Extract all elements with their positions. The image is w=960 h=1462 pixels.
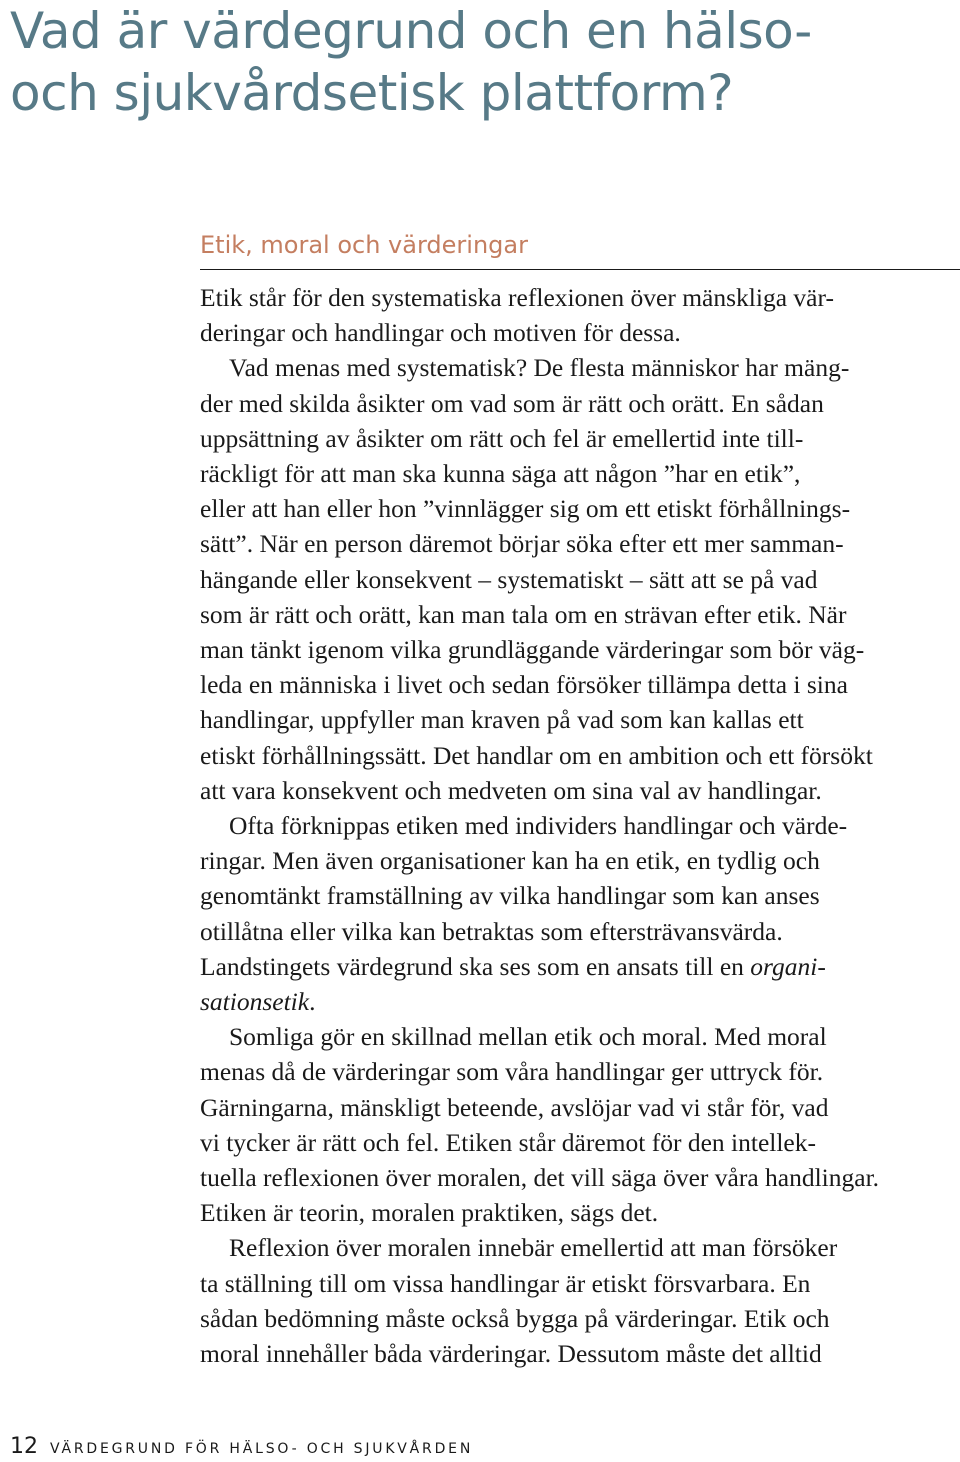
text-line: ringar. Men även organisationer kan ha en etik, en tydlig och <box>200 846 820 876</box>
text-line: der med skilda åsikter om vad som är rätt och orätt. En sådan <box>200 388 824 418</box>
text-line: otillåtna eller vilka kan betraktas som eftersträvansvärda. <box>200 916 783 946</box>
text-line <box>200 984 960 1019</box>
text-line: sätt”. När en person däremot börjar söka efter ett mer samman- <box>200 529 844 559</box>
text-line: genomtänkt framställning av vilka handlingar som kan anses <box>200 881 820 911</box>
emphasized-term: organi- <box>750 951 826 981</box>
text-line: hängande eller konsekvent – systematiskt – sätt att se på vad <box>200 564 818 594</box>
running-title: VÄRDEGRUND FÖR HÄLSO- OCH SJUKVÅRDEN <box>50 1441 474 1457</box>
page-title <box>10 0 940 124</box>
emphasized-term: sationsetik <box>200 987 310 1017</box>
text-line: handlingar, uppfyller man kraven på vad som kan kallas ett <box>200 705 804 735</box>
text-line <box>200 949 960 984</box>
text-line: sådan bedömning måste också bygga på värderingar. Etik och <box>200 1303 830 1333</box>
body-text <box>200 280 960 1371</box>
text-line: menas då de värderingar som våra handlingar ger uttryck för. <box>200 1057 824 1087</box>
text-line: Ofta förknippas etiken med individers handlingar och värde- <box>229 811 848 841</box>
text-line: eller att han eller hon ”vinnlägger sig om ett etiskt förhållnings- <box>200 494 851 524</box>
text-run: . <box>309 987 316 1017</box>
text-line: etiskt förhållningssätt. Det handlar om en ambition och ett försökt <box>200 740 873 770</box>
text-line: deringar och handlingar och motiven för dessa. <box>200 318 681 348</box>
text-line: att vara konsekvent och medveten om sina val av handlingar. <box>200 775 822 805</box>
text-line: moral innehåller båda värderingar. Dessutom måste det alltid <box>200 1339 822 1369</box>
text-line: vi tycker är rätt och fel. Etiken står däremot för den intellek- <box>200 1127 816 1157</box>
page-title-line: Vad är värdegrund och en hälso- <box>10 2 812 60</box>
text-line: Gärningarna, mänskligt beteende, avslöjar vad vi står för, vad <box>200 1092 829 1122</box>
text-line: man tänkt igenom vilka grundläggande värderingar som bör väg- <box>200 635 865 665</box>
text-line: Etik står för den systematiska reflexionen över mänskliga vär- <box>200 283 834 312</box>
text-line: Vad menas med systematisk? De flesta människor har mäng- <box>229 353 850 383</box>
text-run: Landstingets värdegrund ska ses som en ansats till en <box>200 951 751 981</box>
heading-divider <box>200 269 960 270</box>
section-heading: Etik, moral och värderingar <box>200 231 528 259</box>
page-number: 12 <box>10 1434 38 1459</box>
text-line: Reflexion över moralen innebär emellertid att man försöker <box>229 1233 838 1263</box>
text-line: uppsättning av åsikter om rätt och fel är emellertid inte till- <box>200 423 804 453</box>
text-line: Somliga gör en skillnad mellan etik och moral. Med moral <box>229 1022 827 1052</box>
text-line: räckligt för att man ska kunna säga att någon ”har en etik”, <box>200 459 801 489</box>
text-line: ta ställning till om vissa handlingar är etiskt försvarbara. En <box>200 1268 811 1298</box>
text-line: leda en människa i livet och sedan försöker tillämpa detta i sina <box>200 670 848 700</box>
text-line: Etiken är teorin, moralen praktiken, sägs det. <box>200 1198 659 1228</box>
text-line: tuella reflexionen över moralen, det vill säga över våra handlingar. <box>200 1163 880 1193</box>
text-line: som är rätt och orätt, kan man tala om en strävan efter etik. När <box>200 599 847 629</box>
page-title-line: och sjukvårdsetisk plattform? <box>10 64 734 122</box>
